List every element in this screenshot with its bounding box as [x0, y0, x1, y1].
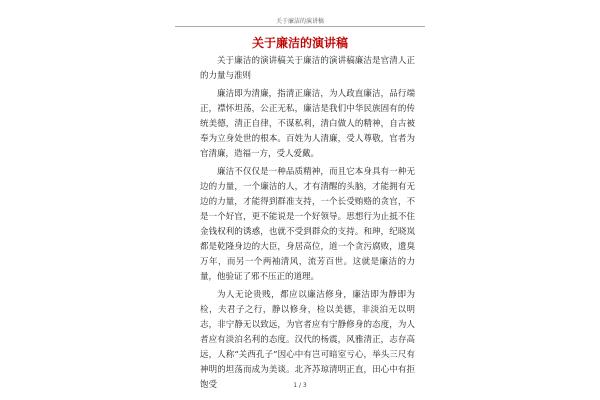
page-number: 1 / 3	[293, 382, 307, 389]
document-title: 关于廉洁的演讲稿	[251, 36, 348, 50]
header-divider	[175, 26, 425, 27]
paragraph: 关于廉洁的演讲稿关于廉洁的演讲稿廉洁是官清人正的力量与准则	[200, 56, 415, 81]
running-header: 关于廉洁的演讲稿	[275, 18, 324, 25]
document-body	[200, 54, 415, 396]
paragraph: 廉洁不仅仅是一种品质精神，而且它本身具有一种无边的力量，一个廉洁的人，才有清醒的头脑，才能拥有无边的力量，才能得到群准支持，一个长受贿赂的贪官，不是一个好官，更不能说是一个好领导。思想行为止抵不住金钱权利的诱惑，也就不受到群众的支持。和珅，纪晓岚都是乾隆身边的大臣，身居高位，道一个贪污腐败，遗臭万年，而另一个两袖清风，流芳百世。这就是廉洁的力量，他验证了邪不压正的道理。	[200, 167, 415, 282]
paragraph: 廉洁即为清廉，指清正廉洁，为人政直廉洁，品行端正，襟怀坦荡，公正无私，廉洁是我们中华民族固有的传统美德，清正自律，不谋私利，清白做人的精神，自古被奉为立身处世的根本。百姓为人清廉，受人尊敬，官者为官清廉，造福一方，受人爱戴。	[200, 89, 415, 159]
paragraph: 为人无论贵贱，都应以廉洁修身，廉洁即为静即为检，夫君子之行，静以修身，检以美德，非淡泊无以明志，非宁静无以致远，为官者应有宁静修身的态度，为人者应有淡泊名利的态度。汉代的杨震，风雅清正，志存高远，人称“关西孔子”因心中有岂可暗室亏心，举头三尺有神明的坦荡而成为美谈。北齐苏琼清明正直，田心中有拒饱受	[200, 290, 415, 390]
